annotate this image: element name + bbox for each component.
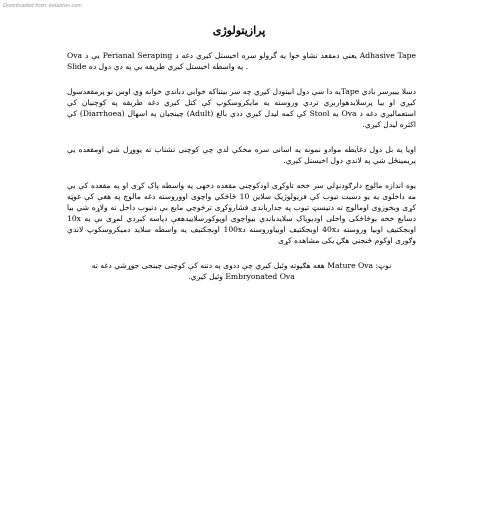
source-watermark: Downloaded from: kelabton.com [3,3,82,9]
paragraph-cotton-swab-method: یوه اندازه مالوچ دلرګودنډلي سر خخه تاوکړی اودکوچني مقعده دخهی په واسطه پاک کړی او په مقعده کې یې مه داخلوی یه یو دسبت تیوب کې فزیولوژیک سلاین 10 ځاڅکي واچوی اووروسته دغه مالوچ په هغې کې غوټه کړی وبخوزوی اومالوچ ته دتیسټ تیوب په جدارباندی فشاروکړی ترڅوچي مایع بې دتیوب داخل ته ولاړه شي بیا دسابع خخه یوڅاڅکی واخلی اودیوپاک سلایدباندې بیواچوی اوپوکورسلاییدهغې دپاسه کېږدي لمړی بې یه 10x اوبجکتیف اوبیا وروسته د40x اوبجکتیف اوبیاوروسته د100x اوبجکتیف یه واسطه سلاید دمیکروسکوپ لاندې وګوری اوکوم ځنجني هګۍ یکی مشاهده کړی [67,181,416,245]
paragraph-note: نوټ: Mature Ova هغه هګیوته وئیل کیږي چې ددوی په دننه کې کوچنی چینجی جوړشي دغه ته Embryonated Ova وئیل کیږي. [91,261,392,281]
document-body [67,50,416,296]
paragraph-adhesive-tape: Ova یې د Perianal Seraping یعنې دمقعد نشاو خوا یه گرولو سره اخیستل کیږي دغه د Adhasive Tape Slide په واسطه اخیستل کیږي طریقه یې په دې دول ده . [67,51,416,71]
paragraph-stool-sample: اویا یه بل دول دغایطه موادو نمونه یه اسانی سره مخکې لدې چې کوچنی تشناب ته یووړل شي اومقعده یې پریمینځل شي په لاندې دول اخیستل کیږي. [67,145,416,165]
page-title: پرازیتولوژی [212,24,266,37]
paragraph-tape-procedure: دسلا یبیرسر بادي Tapeیه دا سې دول ابینودل کیږي چه سر بیتناکه خوابي دباندي خوانه وي اوس نو پرمقعدسول کیږي او بیا پرسلایدهواربږي تردي وروسته یه مایکروسکوپ کې کتل کیږي دغه طریقه په کوچنیان کې استعمالیږي دغه د Ova یه Stool کې کمه لیدل کیږي ددې بالغ (Adult) چینجیان په اسهال (Diarrhoea) کې اکثره لیدل کیږي. [67,87,416,129]
